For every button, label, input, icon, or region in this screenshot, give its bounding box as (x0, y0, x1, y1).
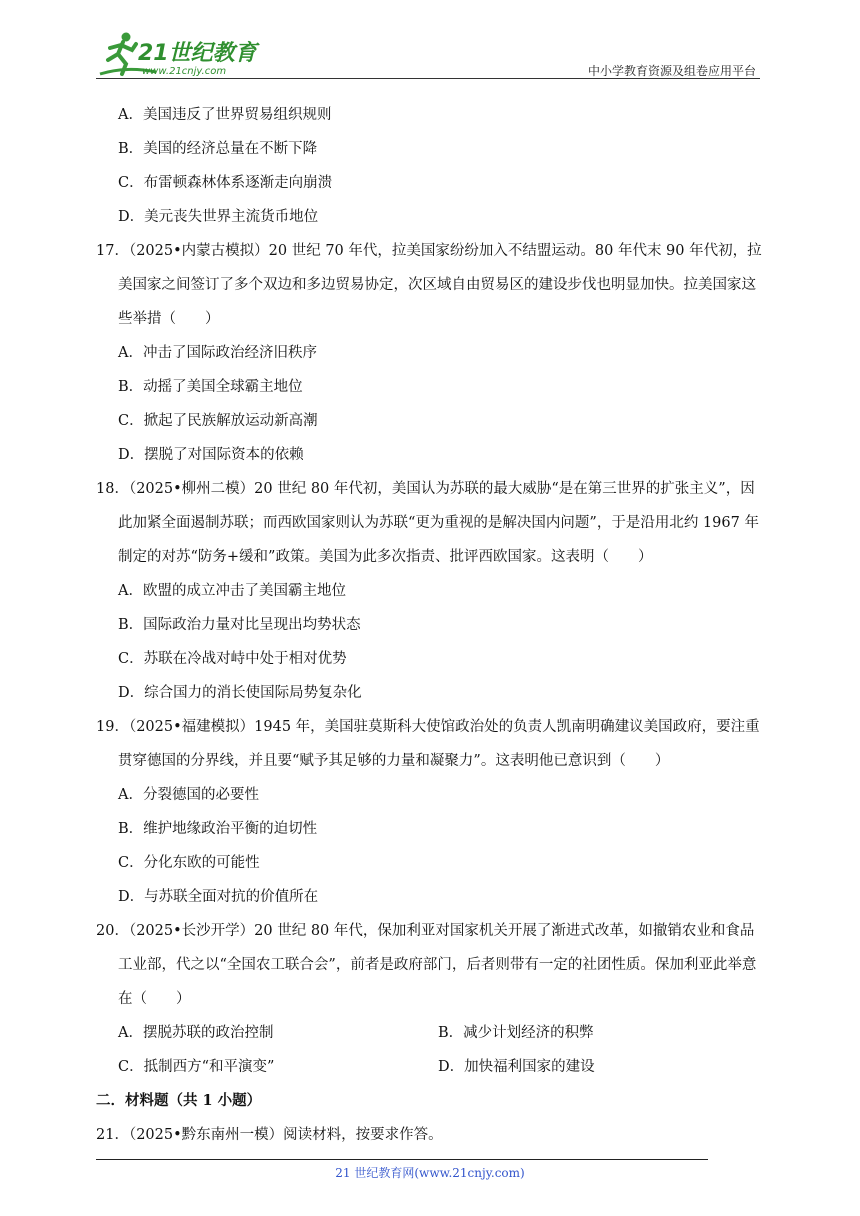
question-18 (96, 472, 764, 710)
question-17 (96, 234, 764, 472)
page-content (96, 98, 764, 1152)
option-a: A．美国违反了世界贸易组织规则 (118, 107, 332, 123)
header-divider (96, 78, 760, 79)
footer-divider (96, 1159, 708, 1160)
svg-text:www.21cnjy.com: www.21cnjy.com (142, 66, 227, 77)
question-number: 17． (96, 243, 129, 259)
question-stem (96, 234, 764, 336)
option-b: B．国际政治力量对比呈现出均势状态 (118, 617, 361, 633)
option-b: B．维护地缘政治平衡的迫切性 (118, 821, 318, 837)
page-footer: 21 世纪教育网(www.21cnjy.com) (335, 1166, 525, 1180)
question-number: 20． (96, 923, 129, 939)
section-title: 二．材料题（共 1 小题） (96, 1092, 262, 1109)
question-text: （2025•柳州二模）20 世纪 80 年代初，美国认为苏联的最大威胁“是在第三世界的扩张主义”，因此加紧全面遏制苏联；而西欧国家则认为苏联“更为重视的是解决国内问题”，于是沿用北约 1967 年制定的对苏“防务+缓和”政策。美国为此多次指责、批评西欧国家。这表明（ ） (118, 481, 759, 565)
question-19 (96, 710, 764, 914)
option-c: C．分化东欧的可能性 (118, 855, 260, 871)
question-text: （2025•内蒙古模拟）20 世纪 70 年代，拉美国家纷纷加入不结盟运动。80 年代末 90 年代初，拉美国家之间签订了多个双边和多边贸易协定，次区域自由贸易区的建设步伐也明显加快。拉美国家这些举措（ ） (118, 243, 762, 327)
option-a: A．冲击了国际政治经济旧秩序 (118, 345, 317, 361)
question-21 (96, 1118, 764, 1152)
option-a: A．欧盟的成立冲击了美国霸主地位 (118, 583, 346, 599)
option-c: C．苏联在冷战对峙中处于相对优势 (118, 651, 347, 667)
site-logo (96, 30, 266, 82)
option-c: C．抵制西方“和平演变” (118, 1059, 275, 1075)
option-b: B．动摇了美国全球霸主地位 (118, 379, 303, 395)
question-stem (96, 710, 764, 778)
option-row (96, 1016, 764, 1050)
question-stem (96, 1118, 764, 1152)
option-d: D．摆脱了对国际资本的依赖 (118, 447, 304, 463)
option-b: B．美国的经济总量在不断下降 (118, 141, 318, 157)
question-16-options (96, 98, 764, 234)
platform-name: 中小学教育资源及组卷应用平台 (587, 64, 756, 78)
question-text: （2025•黔东南州一模）阅读材料，按要求作答。 (128, 1127, 443, 1143)
question-number: 19． (96, 719, 129, 735)
option-c: C．布雷顿森林体系逐渐走向崩溃 (118, 175, 333, 191)
svg-text:21世纪教育: 21世纪教育 (138, 41, 257, 66)
option-c: C．掀起了民族解放运动新高潮 (118, 413, 318, 429)
question-number: 21． (96, 1127, 129, 1143)
question-text: （2025•长沙开学）20 世纪 80 年代，保加利亚对国家机关开展了渐进式改革，如撤销农业和食品工业部，代之以“全国农工联合会”，前者是政府部门，后者则带有一定的社团性质。保加利亚此举意在（ ） (118, 923, 757, 1007)
page-header (0, 0, 860, 90)
option-d: D．美元丧失世界主流货币地位 (118, 209, 319, 225)
logo-graphic (96, 30, 266, 82)
option-d: D．加快福利国家的建设 (438, 1059, 595, 1075)
option-row (96, 1050, 764, 1084)
option-d: D．综合国力的消长使国际局势复杂化 (118, 685, 362, 701)
question-20 (96, 914, 764, 1084)
question-text: （2025•福建模拟）1945 年，美国驻莫斯科大使馆政治处的负责人凯南明确建议美国政府，要注重贯穿德国的分界线，并且要“赋予其足够的力量和凝聚力”。这表明他已意识到（ ） (118, 719, 760, 769)
question-stem (96, 472, 764, 574)
option-a: A．分裂德国的必要性 (118, 787, 259, 803)
option-a: A．摆脱苏联的政治控制 (118, 1025, 274, 1041)
option-d: D．与苏联全面对抗的价值所在 (118, 889, 319, 905)
option-b: B．减少计划经济的积弊 (438, 1025, 594, 1041)
question-stem (96, 914, 764, 1016)
question-number: 18． (96, 481, 129, 497)
